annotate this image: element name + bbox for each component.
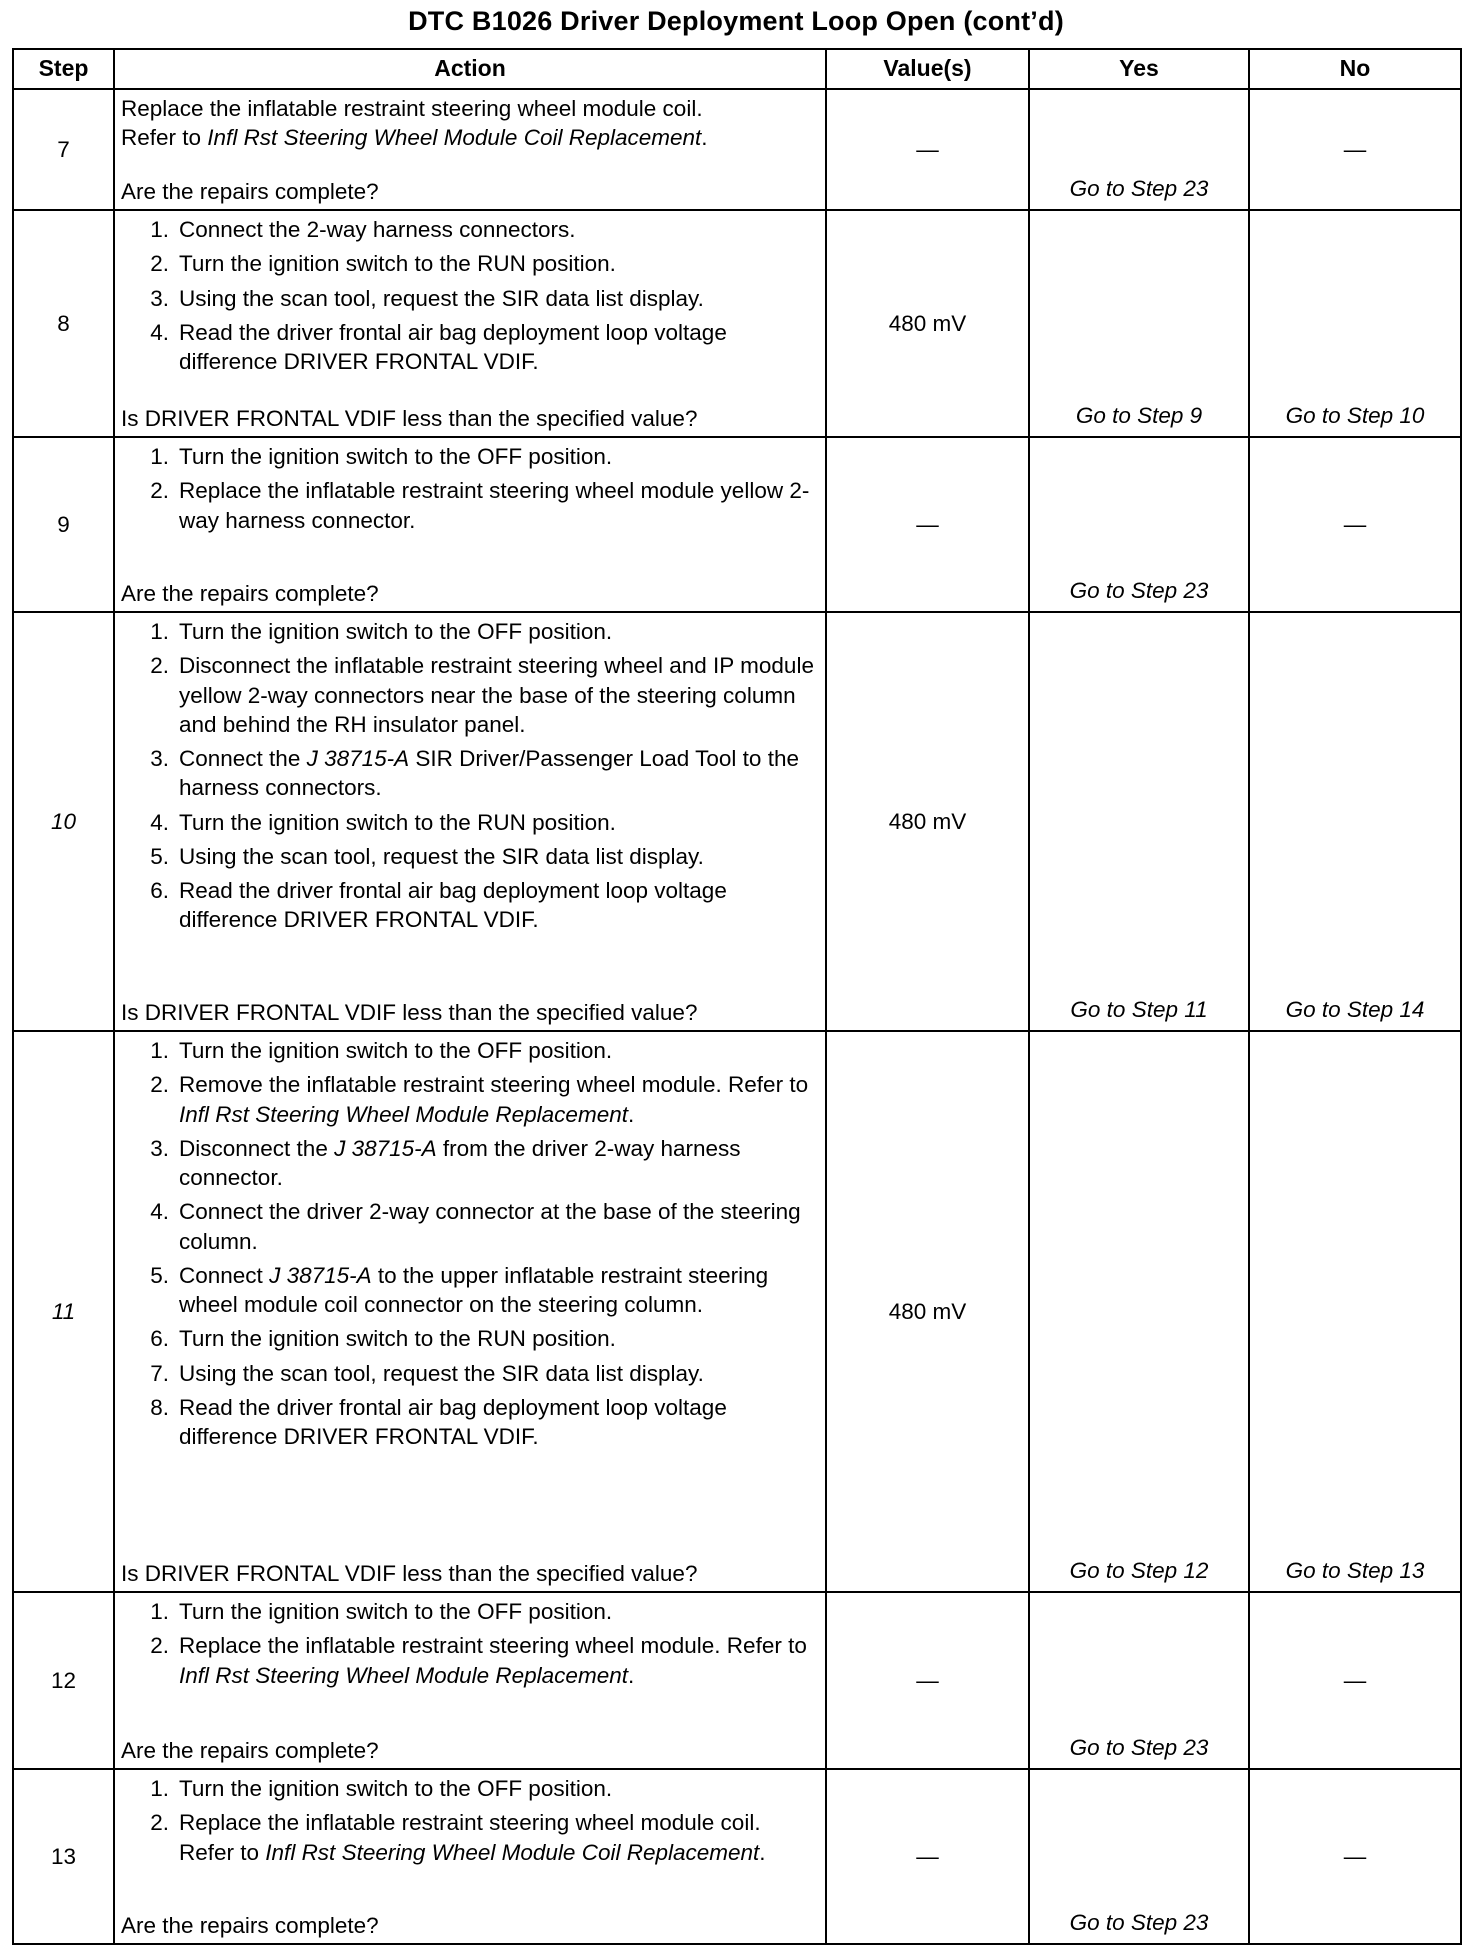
value-cell: 480 mV xyxy=(826,1031,1029,1592)
list-item: 4. Read the driver frontal air bag deployment loop voltage difference DRIVER FRONTAL VDIF. xyxy=(150,319,727,374)
step-number: 11 xyxy=(13,1031,114,1592)
question-text: Is DRIVER FRONTAL VDIF less than the specified value? xyxy=(121,999,698,1025)
list-item: 4. Turn the ignition switch to the RUN position. xyxy=(150,809,616,835)
table-row xyxy=(13,612,1461,1031)
yes-cell: Go to Step 23 xyxy=(1029,1769,1249,1944)
action-list xyxy=(121,1597,819,1695)
value-cell: — xyxy=(826,89,1029,210)
list-item: 2. Replace the inflatable restraint steering wheel module coil. Refer to Infl Rst Steering Wheel Module Coil Replacement. xyxy=(150,1810,766,1865)
question-text: Is DRIVER FRONTAL VDIF less than the specified value? xyxy=(121,1560,698,1586)
list-item: 1. Turn the ignition switch to the OFF position. xyxy=(150,1038,613,1063)
list-item: 3. Connect the J 38715-A SIR Driver/Passenger Load Tool to the harness connectors. xyxy=(150,746,799,801)
value-cell: 480 mV xyxy=(826,210,1029,437)
list-item: 7. Using the scan tool, request the SIR data list display. xyxy=(150,1360,704,1386)
value-cell: — xyxy=(826,1769,1029,1944)
no-cell: — xyxy=(1249,437,1461,612)
list-item: 1. Connect the 2-way harness connectors. xyxy=(150,217,576,242)
no-cell: — xyxy=(1249,89,1461,210)
header-action: Action xyxy=(114,49,826,89)
action-cell xyxy=(114,1769,826,1944)
page-title: DTC B1026 Driver Deployment Loop Open (cont’d) xyxy=(408,6,1064,36)
header-yes: Yes xyxy=(1029,49,1249,89)
yes-cell: Go to Step 11 xyxy=(1029,612,1249,1031)
action-list xyxy=(121,215,819,381)
step-number: 8 xyxy=(13,210,114,437)
action-cell xyxy=(114,1592,826,1769)
list-item: 5. Connect J 38715-A to the upper inflatable restraint steering wheel module coil connector on the steering column. xyxy=(150,1262,769,1317)
action-intro: Replace the inflatable restraint steering wheel module coil. Refer to Infl Rst Steering Wheel Module Coil Replacement. xyxy=(121,96,708,151)
list-item: 1. Turn the ignition switch to the OFF position. xyxy=(150,619,613,644)
no-cell: Go to Step 10 xyxy=(1249,210,1461,437)
question-text: Is DRIVER FRONTAL VDIF less than the specified value? xyxy=(121,405,698,431)
question-text: Are the repairs complete? xyxy=(121,580,379,606)
action-cell xyxy=(114,210,826,437)
list-item: 2. Replace the inflatable restraint steering wheel module yellow 2-way harness connector. xyxy=(150,478,810,533)
no-cell: Go to Step 13 xyxy=(1249,1031,1461,1592)
step-number: 9 xyxy=(13,437,114,612)
list-item: 2. Turn the ignition switch to the RUN position. xyxy=(150,251,616,277)
question-text: Are the repairs complete? xyxy=(121,1912,379,1938)
header-no: No xyxy=(1249,49,1461,89)
question-text: Are the repairs complete? xyxy=(121,1737,379,1763)
header-values: Value(s) xyxy=(826,49,1029,89)
step-number: 12 xyxy=(13,1592,114,1769)
action-list xyxy=(121,617,819,940)
table-row xyxy=(13,210,1461,437)
action-list xyxy=(121,1036,819,1456)
yes-cell: Go to Step 12 xyxy=(1029,1031,1249,1592)
step-number: 7 xyxy=(13,89,114,210)
list-item: 4. Connect the driver 2-way connector at the base of the steering column. xyxy=(150,1199,801,1254)
value-cell: — xyxy=(826,1592,1029,1769)
no-cell: — xyxy=(1249,1769,1461,1944)
value-cell: 480 mV xyxy=(826,612,1029,1031)
list-item: 1. Turn the ignition switch to the OFF position. xyxy=(150,1776,613,1801)
table-row xyxy=(13,1031,1461,1592)
action-list xyxy=(121,442,819,540)
action-cell xyxy=(114,612,826,1031)
diagnostic-table xyxy=(12,48,1462,1945)
list-item: 2. Remove the inflatable restraint steering wheel module. Refer to Infl Rst Steering Wheel Module Replacement. xyxy=(150,1072,809,1127)
question-text: Are the repairs complete? xyxy=(121,178,379,204)
no-cell: Go to Step 14 xyxy=(1249,612,1461,1031)
action-list xyxy=(121,1774,819,1872)
header-step: Step xyxy=(13,49,114,89)
list-item: 8. Read the driver frontal air bag deployment loop voltage difference DRIVER FRONTAL VDIF. xyxy=(150,1394,727,1449)
table-row xyxy=(13,89,1461,210)
list-item: 2. Disconnect the inflatable restraint steering wheel and IP module yellow 2-way connectors near the base of the steering column and behind the RH insulator panel. xyxy=(150,653,814,737)
action-cell xyxy=(114,437,826,612)
list-item: 1. Turn the ignition switch to the OFF position. xyxy=(150,1599,613,1624)
step-number: 13 xyxy=(13,1769,114,1944)
table-row xyxy=(13,437,1461,612)
list-item: 6. Turn the ignition switch to the RUN position. xyxy=(150,1326,616,1352)
step-number: 10 xyxy=(13,612,114,1031)
action-cell xyxy=(114,89,826,210)
list-item: 1. Turn the ignition switch to the OFF position. xyxy=(150,444,613,469)
list-item: 3. Disconnect the J 38715-A from the driver 2-way harness connector. xyxy=(150,1135,741,1190)
list-item: 5. Using the scan tool, request the SIR data list display. xyxy=(150,843,704,869)
list-item: 2. Replace the inflatable restraint steering wheel module. Refer to Infl Rst Steering Wheel Module Replacement. xyxy=(150,1633,807,1688)
yes-cell: Go to Step 23 xyxy=(1029,437,1249,612)
table-header-row xyxy=(13,49,1461,89)
table-row xyxy=(13,1769,1461,1944)
action-cell xyxy=(114,1031,826,1592)
yes-cell: Go to Step 23 xyxy=(1029,89,1249,210)
value-cell: — xyxy=(826,437,1029,612)
table-row xyxy=(13,1592,1461,1769)
list-item: 3. Using the scan tool, request the SIR data list display. xyxy=(150,285,704,311)
yes-cell: Go to Step 9 xyxy=(1029,210,1249,437)
no-cell: — xyxy=(1249,1592,1461,1769)
yes-cell: Go to Step 23 xyxy=(1029,1592,1249,1769)
list-item: 6. Read the driver frontal air bag deployment loop voltage difference DRIVER FRONTAL VDIF. xyxy=(150,878,727,933)
